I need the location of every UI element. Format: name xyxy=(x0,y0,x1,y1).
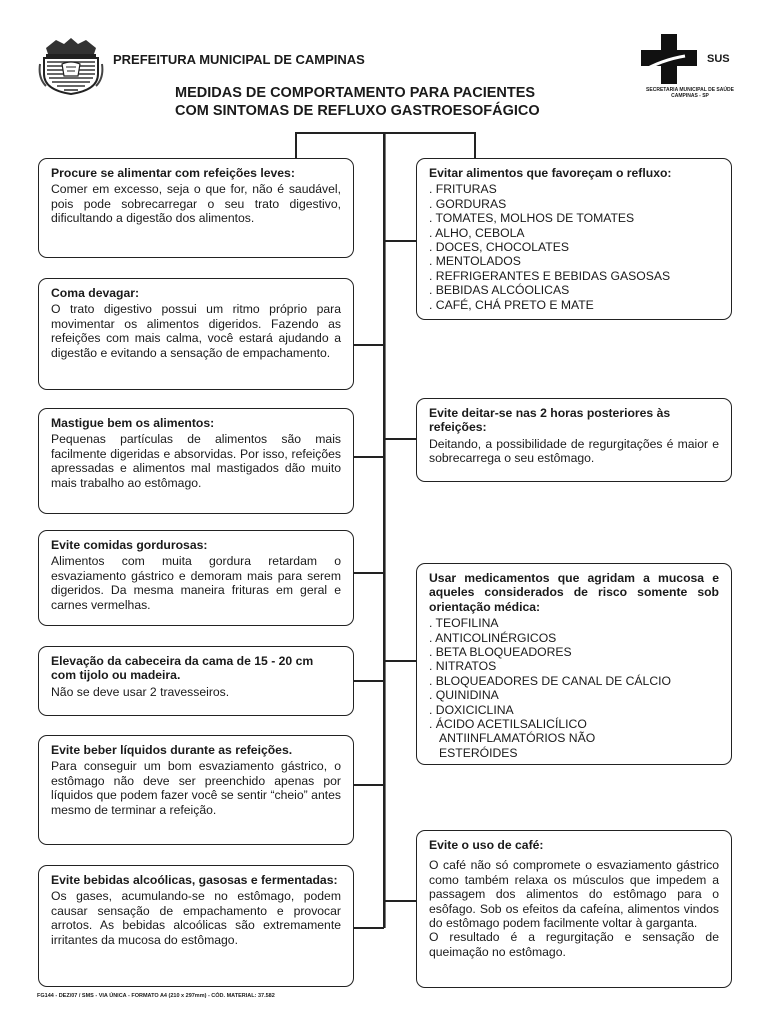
box-liquidos xyxy=(38,735,354,845)
box-text: Deitando, a possibilidade de regurgitações é maior e sobrecarrega o seu estômago. xyxy=(429,436,719,466)
box-text: Comer em excesso, seja o que for, não é saudável, pois pode sobrecarregar o seu trato digestivo, dificultando a digestão dos alimentos. xyxy=(51,182,341,226)
list-item: . BETA BLOQUEADORES xyxy=(429,645,572,660)
title-line-2: COM SINTOMAS DE REFLUXO GASTROESOFÁGICO xyxy=(175,103,540,119)
box-gordurosas xyxy=(38,530,354,626)
box-text: Não se deve usar 2 travesseiros. xyxy=(51,684,230,699)
box-title: Evite o uso de café: xyxy=(429,838,544,852)
list-item: . ANTICOLINÉRGICOS xyxy=(429,630,557,645)
list-item: . TEOFILINA xyxy=(429,616,499,631)
connector-medicamentos xyxy=(385,660,417,662)
box-cabeceira xyxy=(38,646,354,716)
box-title: Evitar alimentos que favoreçam o refluxo: xyxy=(429,166,672,180)
campinas-coat-of-arms-icon xyxy=(38,34,104,96)
box-text: O café não só compromete o esvaziamento gástrico como também relaxa os músculos que impedem a passagem dos alimentos do estômago para o esôfago. Sob os efeitos da cafeína, alimentos vindos do estômago podem facilmente voltar à garganta. xyxy=(429,858,719,931)
sus-label: SUS xyxy=(707,53,730,65)
box-text: Para conseguir um bom esvaziamento gástrico, o estômago não deve ser preenchido apenas por líquidos que podem fazer você se sentir “cheio” antes mesmo de terminar a refeição. xyxy=(51,759,341,817)
connector-top-left xyxy=(295,132,385,134)
box-mastigue xyxy=(38,408,354,514)
connector-top-right xyxy=(385,132,475,134)
connector-gordurosas xyxy=(353,572,384,574)
list-item: . QUINIDINA xyxy=(429,688,499,703)
box-title: Coma devagar: xyxy=(51,286,140,300)
box-title: Evite bebidas alcoólicas, gasosas e fermentadas: xyxy=(51,873,338,887)
connector-cabeceira xyxy=(353,680,384,682)
list-item: . TOMATES, MOLHOS DE TOMATES xyxy=(429,211,635,226)
box-medicamentos xyxy=(416,563,732,765)
list-item: . ÁCIDO ACETILSALICÍLICO xyxy=(429,717,587,732)
box-text: Os gases, acumulando-se no estômago, podem causar sensação de empachamento e provocar arrotos. As bebidas alcoólicas são extremamente irritantes da mucosa do estômago. xyxy=(51,889,341,947)
list-item: . NITRATOS xyxy=(429,659,497,674)
connector-drop-left xyxy=(295,132,297,160)
box-title: Procure se alimentar com refeições leves: xyxy=(51,166,295,180)
sus-subtitle-line-1: SECRETARIA MUNICIPAL DE SAÚDE xyxy=(646,87,734,93)
list-item: . CAFÉ, CHÁ PRETO E MATE xyxy=(429,297,594,312)
footer-code: FG144 - DEZ/07 / SMS - VIA ÚNICA - FORMATO A4 (210 x 297mm) - CÓD. MATERIAL: 37.582 xyxy=(37,993,275,999)
box-evite-deitar xyxy=(416,398,732,482)
list-item: . ALHO, CEBOLA xyxy=(429,225,525,240)
connector-cafe xyxy=(385,900,417,902)
box-title: Evite beber líquidos durante as refeições. xyxy=(51,743,293,757)
box-title: Usar medicamentos que agridam a mucosa e aqueles considerados de risco somente sob orientação médica: xyxy=(429,571,719,614)
title-line-1: MEDIDAS DE COMPORTAMENTO PARA PACIENTES xyxy=(175,85,536,101)
list-item: . REFRIGERANTES E BEBIDAS GASOSAS xyxy=(429,268,671,283)
list-item: . BLOQUEADORES DE CANAL DE CÁLCIO xyxy=(429,673,672,688)
box-evitar-alimentos xyxy=(416,158,732,320)
list-item: ESTERÓIDES xyxy=(439,745,518,760)
box-text: Alimentos com muita gordura retardam o esvaziamento gástrico e demoram mais para serem digeridos. Da mesma maneira frituras em geral e carnes vermelhas. xyxy=(51,554,341,612)
connector-bebidas xyxy=(353,927,384,929)
sus-cross-logo-icon xyxy=(641,34,705,84)
list-item: . GORDURAS xyxy=(429,196,507,211)
sus-subtitle xyxy=(640,87,740,99)
list-item: ANTIINFLAMATÓRIOS NÃO xyxy=(439,731,596,746)
box-title: Elevação da cabeceira da cama de 15 - 20 cm com tijolo ou madeira. xyxy=(51,654,314,683)
box-evite-cafe xyxy=(416,830,732,988)
box-title: Mastigue bem os alimentos: xyxy=(51,416,215,430)
organization-name: PREFEITURA MUNICIPAL DE CAMPINAS xyxy=(113,52,365,67)
list-item: . DOXICICLINA xyxy=(429,702,514,717)
box-text: Pequenas partículas de alimentos são mais facilmente digeridas e absorvidas. Por isso, refeições apressadas e alimentos mal mastigados dão muito mais trabalho ao estômago. xyxy=(51,432,341,490)
connector-coma-devagar xyxy=(353,344,384,346)
food-list xyxy=(429,182,719,312)
list-item: . MENTOLADOS xyxy=(429,254,521,269)
connector-alimentos xyxy=(385,240,417,242)
list-item: . DOCES, CHOCOLATES xyxy=(429,240,569,255)
list-item: . BEBIDAS ALCÓOLICAS xyxy=(429,283,570,298)
list-item: . FRITURAS xyxy=(429,182,497,197)
connector-mastigue xyxy=(353,456,384,458)
box-title: Evite comidas gordurosas: xyxy=(51,538,208,552)
page-title xyxy=(175,84,540,120)
connector-liquidos xyxy=(353,784,384,786)
box-text-2: O resultado é a regurgitação e sensação de queimação no estômago. xyxy=(429,930,719,959)
connector-drop-right xyxy=(474,132,476,160)
connector-trunk-shadow xyxy=(384,132,386,928)
box-bebidas xyxy=(38,865,354,987)
box-text: O trato digestivo possui um ritmo próprio para movimentar os alimentos digeridos. Fazendo as refeições com mais calma, você estará ajudando a digestão e evitando a sensação de empachamento. xyxy=(51,302,341,360)
box-refeicoes-leves xyxy=(38,158,354,258)
connector-deitar xyxy=(385,438,417,440)
box-title: Evite deitar-se nas 2 horas posteriores às refeições: xyxy=(429,406,671,435)
sus-subtitle-line-2: CAMPINAS - SP xyxy=(671,93,709,99)
box-coma-devagar xyxy=(38,278,354,390)
medication-list xyxy=(429,616,719,760)
